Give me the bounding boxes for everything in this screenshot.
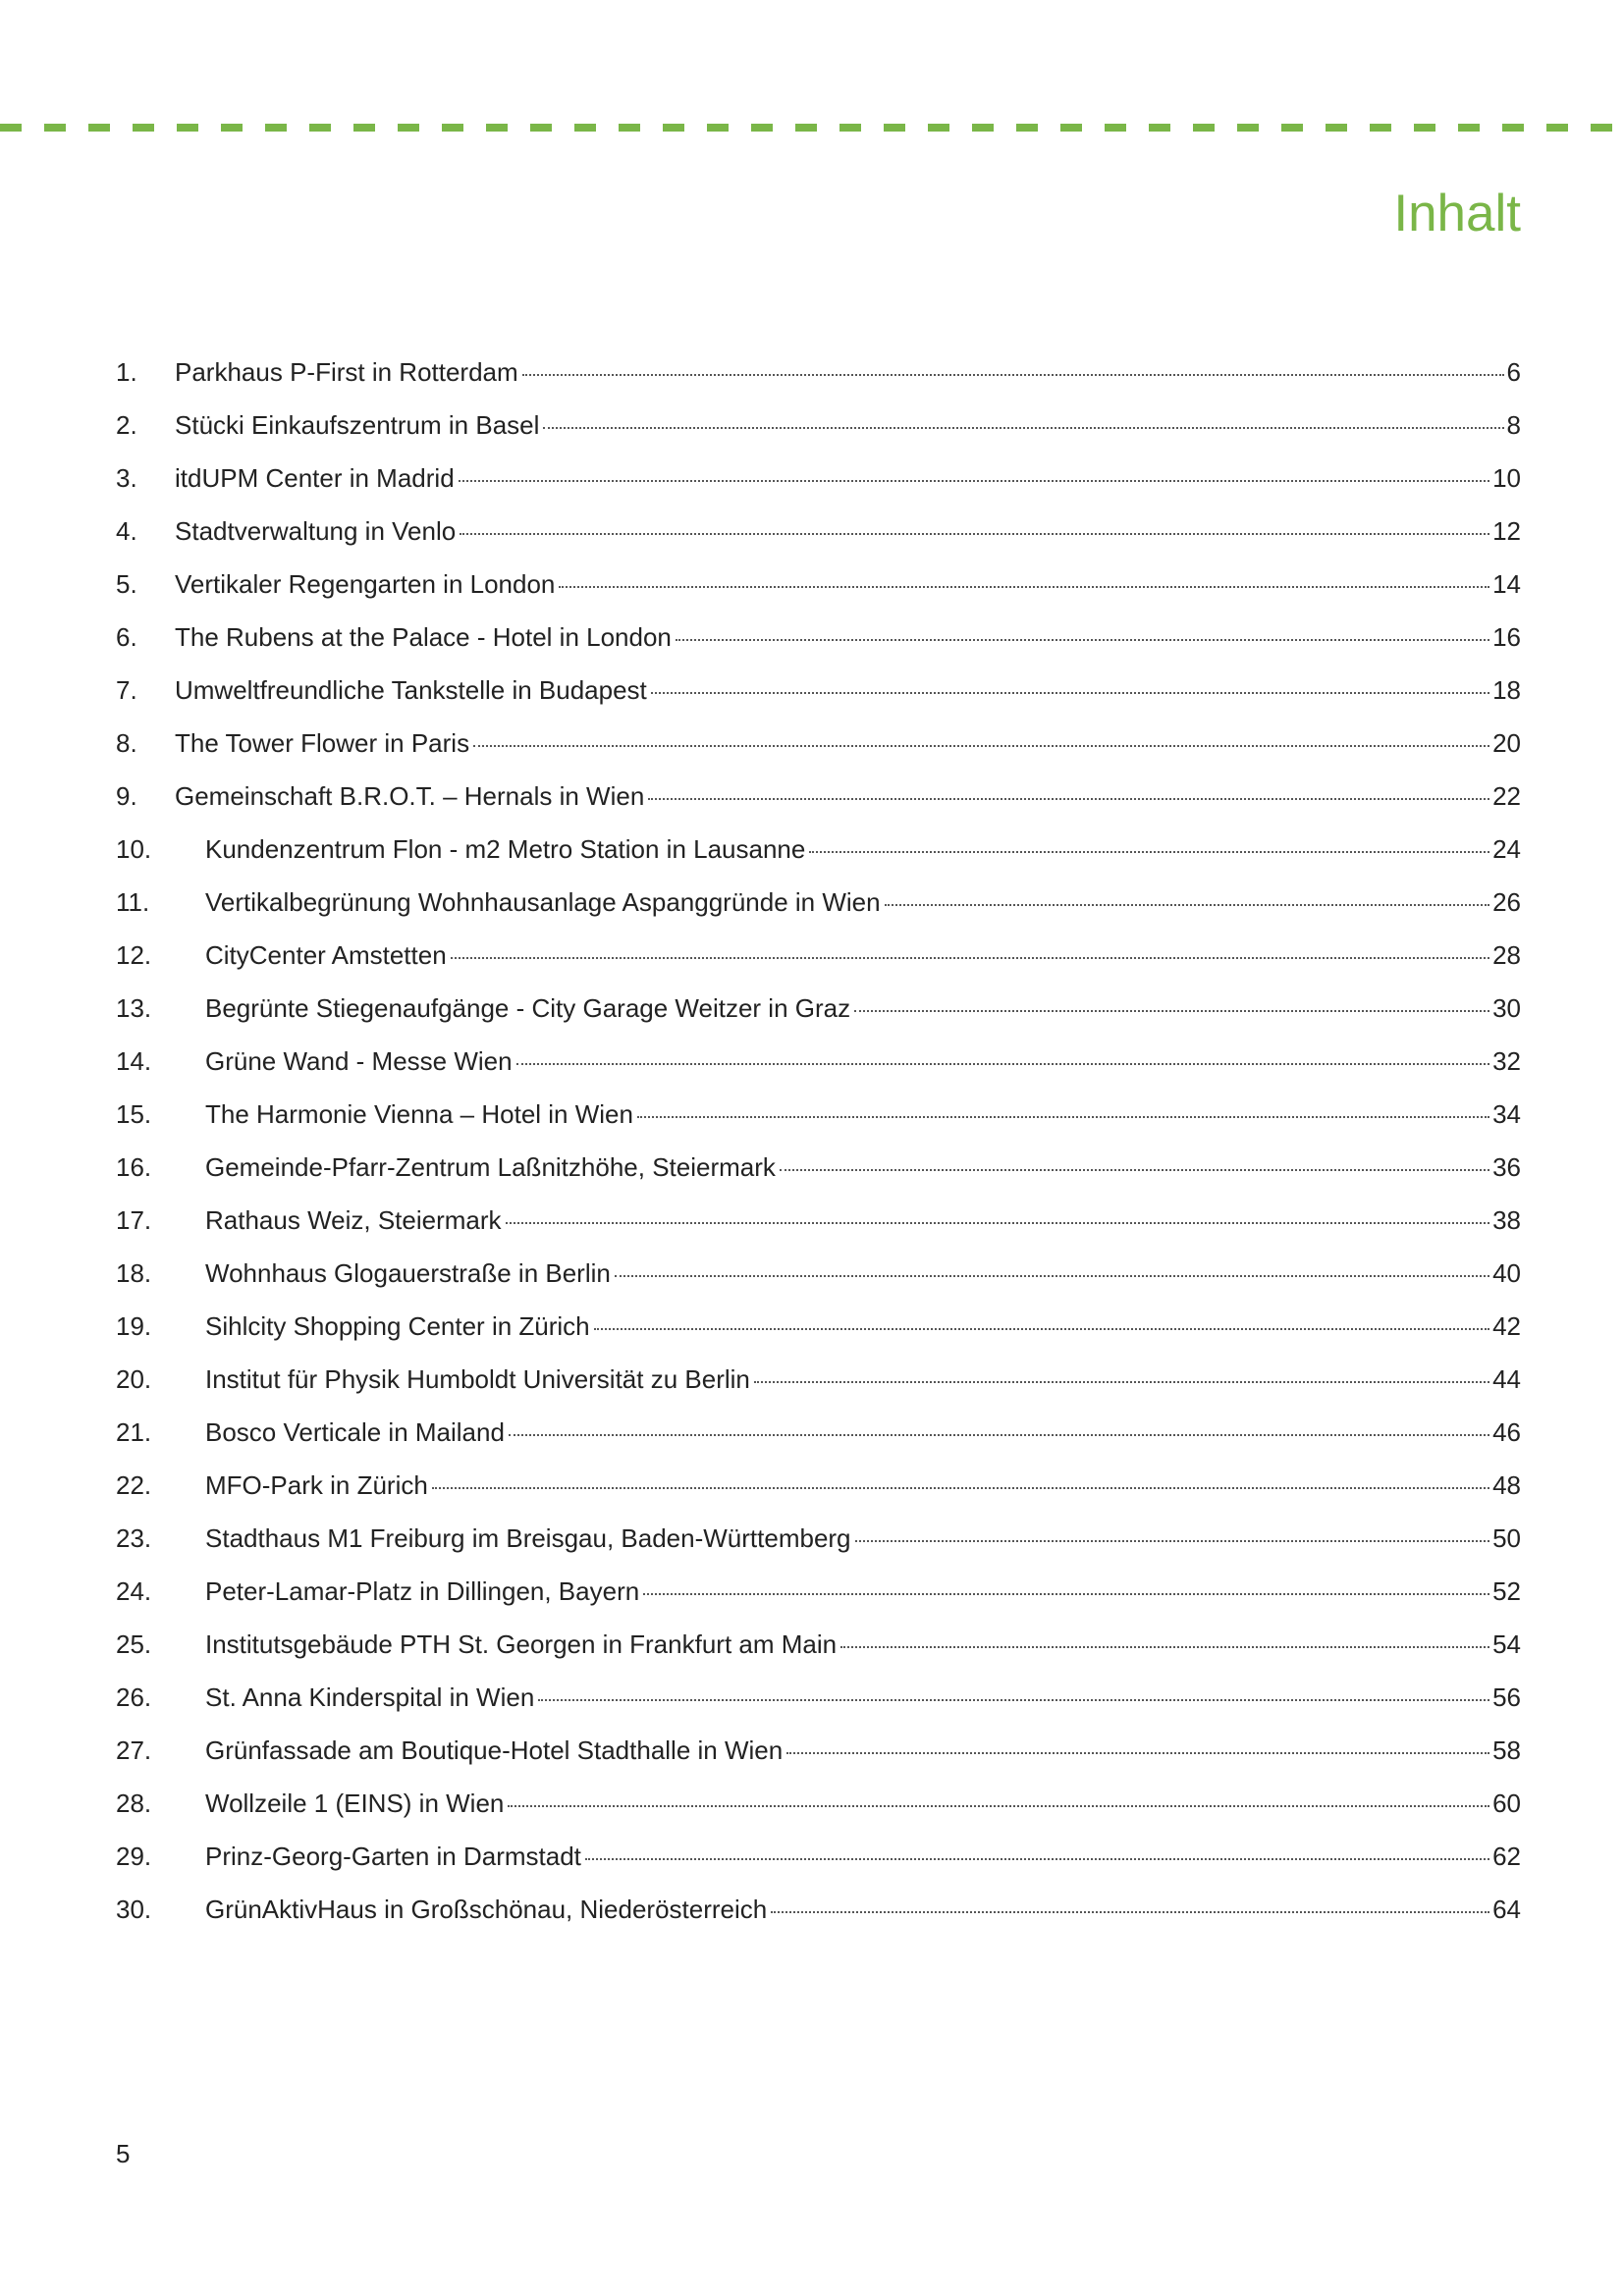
toc-entry-number: 12. — [116, 940, 152, 970]
toc-dot-leader — [885, 904, 1490, 906]
toc-entry-number: 27. — [116, 1735, 152, 1765]
toc-entry[interactable] — [116, 346, 1521, 399]
toc-entry-title: Gemeinde-Pfarr-Zentrum Laßnitzhöhe, Steiermark — [205, 1152, 776, 1182]
toc-entry-page: 44 — [1492, 1364, 1521, 1394]
toc-entry-number: 28. — [116, 1789, 152, 1818]
toc-entry-page: 50 — [1492, 1523, 1521, 1553]
toc-entry-number: 2. — [116, 410, 137, 440]
toc-entry-number: 24. — [116, 1576, 152, 1606]
toc-entry-number: 15. — [116, 1099, 152, 1129]
toc-entry-title: Peter-Lamar-Platz in Dillingen, Bayern — [205, 1576, 640, 1606]
toc-entry-page: 38 — [1492, 1205, 1521, 1235]
toc-entry-page: 22 — [1492, 781, 1521, 811]
toc-entry-number: 4. — [116, 516, 137, 546]
toc-dot-leader — [809, 851, 1489, 853]
toc-entry-number: 3. — [116, 463, 137, 493]
toc-entry-title: Rathaus Weiz, Steiermark — [205, 1205, 502, 1235]
toc-entry-title: Parkhaus P-First in Rotterdam — [175, 357, 518, 387]
toc-entry-title: Stücki Einkaufszentrum in Basel — [175, 410, 540, 440]
toc-entry[interactable] — [116, 452, 1521, 505]
toc-entry-number: 9. — [116, 781, 137, 811]
toc-entry-number: 13. — [116, 993, 152, 1023]
toc-entry-title: Institutsgebäude PTH St. Georgen in Frankfurt am Main — [205, 1629, 838, 1659]
toc-entry-title: Vertikaler Regengarten in London — [175, 569, 556, 599]
toc-entry[interactable] — [116, 876, 1521, 929]
toc-entry-page: 32 — [1492, 1046, 1521, 1076]
table-of-contents — [116, 346, 1521, 1936]
toc-entry-number: 26. — [116, 1682, 152, 1712]
toc-entry[interactable] — [116, 1565, 1521, 1618]
toc-entry-number: 11. — [116, 887, 150, 917]
toc-entry-page: 6 — [1506, 357, 1521, 387]
toc-entry-page: 42 — [1492, 1311, 1521, 1341]
toc-entry-number: 18. — [116, 1258, 152, 1288]
toc-entry-page: 18 — [1492, 675, 1521, 705]
toc-entry-title: Sihlcity Shopping Center in Zürich — [205, 1311, 590, 1341]
toc-entry-number: 21. — [116, 1417, 152, 1447]
toc-dot-leader — [855, 1540, 1490, 1542]
toc-entry-number: 5. — [116, 569, 137, 599]
toc-entry-page: 36 — [1492, 1152, 1521, 1182]
toc-entry[interactable] — [116, 558, 1521, 611]
toc-entry-number: 6. — [116, 622, 137, 652]
toc-entry-number: 7. — [116, 675, 137, 705]
toc-entry-page: 14 — [1492, 569, 1521, 599]
toc-entry[interactable] — [116, 1300, 1521, 1353]
toc-dot-leader — [506, 1222, 1490, 1224]
toc-entry-number: 8. — [116, 728, 137, 758]
toc-entry-title: Bosco Verticale in Mailand — [205, 1417, 505, 1447]
toc-entry[interactable] — [116, 1724, 1521, 1777]
toc-entry-title: Prinz-Georg-Garten in Darmstadt — [205, 1842, 581, 1871]
toc-entry-title: Gemeinschaft B.R.O.T. – Hernals in Wien — [175, 781, 645, 811]
toc-dot-leader — [648, 798, 1489, 800]
toc-entry-page: 8 — [1506, 410, 1521, 440]
toc-entry-number: 10. — [116, 834, 152, 864]
toc-entry-title: Grünfassade am Boutique-Hotel Stadthalle in Wien — [205, 1735, 784, 1765]
toc-dot-leader — [508, 1805, 1489, 1807]
toc-entry[interactable] — [116, 1883, 1521, 1936]
toc-entry[interactable] — [116, 1353, 1521, 1406]
toc-entry[interactable] — [116, 1830, 1521, 1883]
page-title: Inhalt — [1393, 184, 1521, 242]
toc-entry-title: Wollzeile 1 (EINS) in Wien — [205, 1789, 505, 1818]
toc-entry-number: 20. — [116, 1364, 152, 1394]
toc-entry-page: 30 — [1492, 993, 1521, 1023]
toc-entry-title: Vertikalbegrünung Wohnhausanlage Aspanggründe in Wien — [205, 887, 881, 917]
toc-entry[interactable] — [116, 1618, 1521, 1671]
toc-dot-leader — [451, 957, 1489, 959]
toc-entry-title: Wohnhaus Glogauerstraße in Berlin — [205, 1258, 611, 1288]
toc-entry-title: Grüne Wand - Messe Wien — [205, 1046, 513, 1076]
toc-dot-leader — [538, 1699, 1489, 1701]
toc-entry-title: CityCenter Amstetten — [205, 940, 447, 970]
toc-entry-page: 46 — [1492, 1417, 1521, 1447]
toc-entry-number: 22. — [116, 1470, 152, 1500]
toc-dot-leader — [754, 1381, 1489, 1383]
toc-entry-title: Institut für Physik Humboldt Universität zu Berlin — [205, 1364, 750, 1394]
toc-entry[interactable] — [116, 399, 1521, 452]
toc-entry-page: 64 — [1492, 1895, 1521, 1924]
toc-dot-leader — [651, 692, 1489, 694]
toc-entry-title: The Rubens at the Palace - Hotel in London — [175, 622, 672, 652]
toc-entry[interactable] — [116, 1141, 1521, 1194]
toc-dot-leader — [559, 586, 1489, 588]
toc-entry-page: 60 — [1492, 1789, 1521, 1818]
toc-entry-title: Begrünte Stiegenaufgänge - City Garage Weitzer in Graz — [205, 993, 851, 1023]
toc-entry-title: Kundenzentrum Flon - m2 Metro Station in Lausanne — [205, 834, 806, 864]
toc-entry-number: 19. — [116, 1311, 152, 1341]
toc-entry-page: 48 — [1492, 1470, 1521, 1500]
toc-entry-title: Umweltfreundliche Tankstelle in Budapest — [175, 675, 647, 705]
toc-entry-page: 34 — [1492, 1099, 1521, 1129]
toc-entry-title: St. Anna Kinderspital in Wien — [205, 1682, 535, 1712]
toc-entry-page: 24 — [1492, 834, 1521, 864]
toc-dot-leader — [516, 1063, 1489, 1065]
toc-entry-page: 40 — [1492, 1258, 1521, 1288]
toc-entry-title: itdUPM Center in Madrid — [175, 463, 455, 493]
toc-entry-title: Stadtverwaltung in Venlo — [175, 516, 457, 546]
toc-entry-number: 23. — [116, 1523, 152, 1553]
toc-entry-number: 1. — [116, 357, 137, 387]
page-number: 5 — [116, 2139, 131, 2168]
toc-entry[interactable] — [116, 1512, 1521, 1565]
toc-dot-leader — [432, 1487, 1489, 1489]
toc-dot-leader — [585, 1858, 1489, 1860]
toc-entry-number: 30. — [116, 1895, 152, 1924]
toc-dot-leader — [676, 639, 1489, 641]
toc-entry-page: 20 — [1492, 728, 1521, 758]
toc-entry-page: 10 — [1492, 463, 1521, 493]
toc-entry-title: The Harmonie Vienna – Hotel in Wien — [205, 1099, 633, 1129]
toc-entry-page: 16 — [1492, 622, 1521, 652]
toc-dot-leader — [643, 1593, 1489, 1595]
toc-dot-leader — [459, 480, 1489, 482]
toc-dot-leader — [473, 745, 1489, 747]
toc-dot-leader — [771, 1911, 1489, 1913]
toc-dot-leader — [509, 1434, 1489, 1436]
toc-entry[interactable] — [116, 1777, 1521, 1830]
toc-entry-title: GrünAktivHaus in Großschönau, Niederösterreich — [205, 1895, 768, 1924]
toc-dot-leader — [543, 427, 1503, 429]
toc-entry-number: 16. — [116, 1152, 152, 1182]
toc-entry-page: 58 — [1492, 1735, 1521, 1765]
toc-entry-page: 54 — [1492, 1629, 1521, 1659]
toc-entry[interactable] — [116, 823, 1521, 876]
toc-dot-leader — [594, 1328, 1489, 1330]
toc-entry-number: 14. — [116, 1046, 152, 1076]
toc-entry[interactable] — [116, 1035, 1521, 1088]
header-dashed-divider — [0, 124, 1624, 132]
toc-dot-leader — [840, 1646, 1489, 1648]
toc-entry-page: 52 — [1492, 1576, 1521, 1606]
toc-dot-leader — [522, 374, 1504, 376]
toc-entry[interactable] — [116, 982, 1521, 1035]
toc-entry-page: 28 — [1492, 940, 1521, 970]
toc-entry-title: Stadthaus M1 Freiburg im Breisgau, Baden-Württemberg — [205, 1523, 851, 1553]
toc-entry-page: 26 — [1492, 887, 1521, 917]
toc-entry[interactable] — [116, 770, 1521, 823]
toc-dot-leader — [637, 1116, 1489, 1118]
toc-dot-leader — [780, 1169, 1489, 1171]
toc-entry[interactable] — [116, 1088, 1521, 1141]
toc-entry[interactable] — [116, 1194, 1521, 1247]
toc-entry-number: 17. — [116, 1205, 152, 1235]
toc-entry[interactable] — [116, 1459, 1521, 1512]
toc-entry-title: The Tower Flower in Paris — [175, 728, 470, 758]
toc-dot-leader — [854, 1010, 1489, 1012]
toc-dot-leader — [615, 1275, 1489, 1277]
toc-dot-leader — [786, 1752, 1489, 1754]
toc-entry-page: 12 — [1492, 516, 1521, 546]
toc-entry-number: 25. — [116, 1629, 152, 1659]
toc-entry[interactable] — [116, 929, 1521, 982]
toc-entry-page: 56 — [1492, 1682, 1521, 1712]
toc-entry-page: 62 — [1492, 1842, 1521, 1871]
toc-entry[interactable] — [116, 717, 1521, 770]
toc-entry[interactable] — [116, 505, 1521, 558]
toc-entry[interactable] — [116, 611, 1521, 664]
toc-entry[interactable] — [116, 664, 1521, 717]
toc-entry[interactable] — [116, 1247, 1521, 1300]
toc-entry-title: MFO-Park in Zürich — [205, 1470, 428, 1500]
toc-dot-leader — [460, 533, 1489, 535]
toc-entry[interactable] — [116, 1671, 1521, 1724]
toc-entry[interactable] — [116, 1406, 1521, 1459]
toc-entry-number: 29. — [116, 1842, 152, 1871]
